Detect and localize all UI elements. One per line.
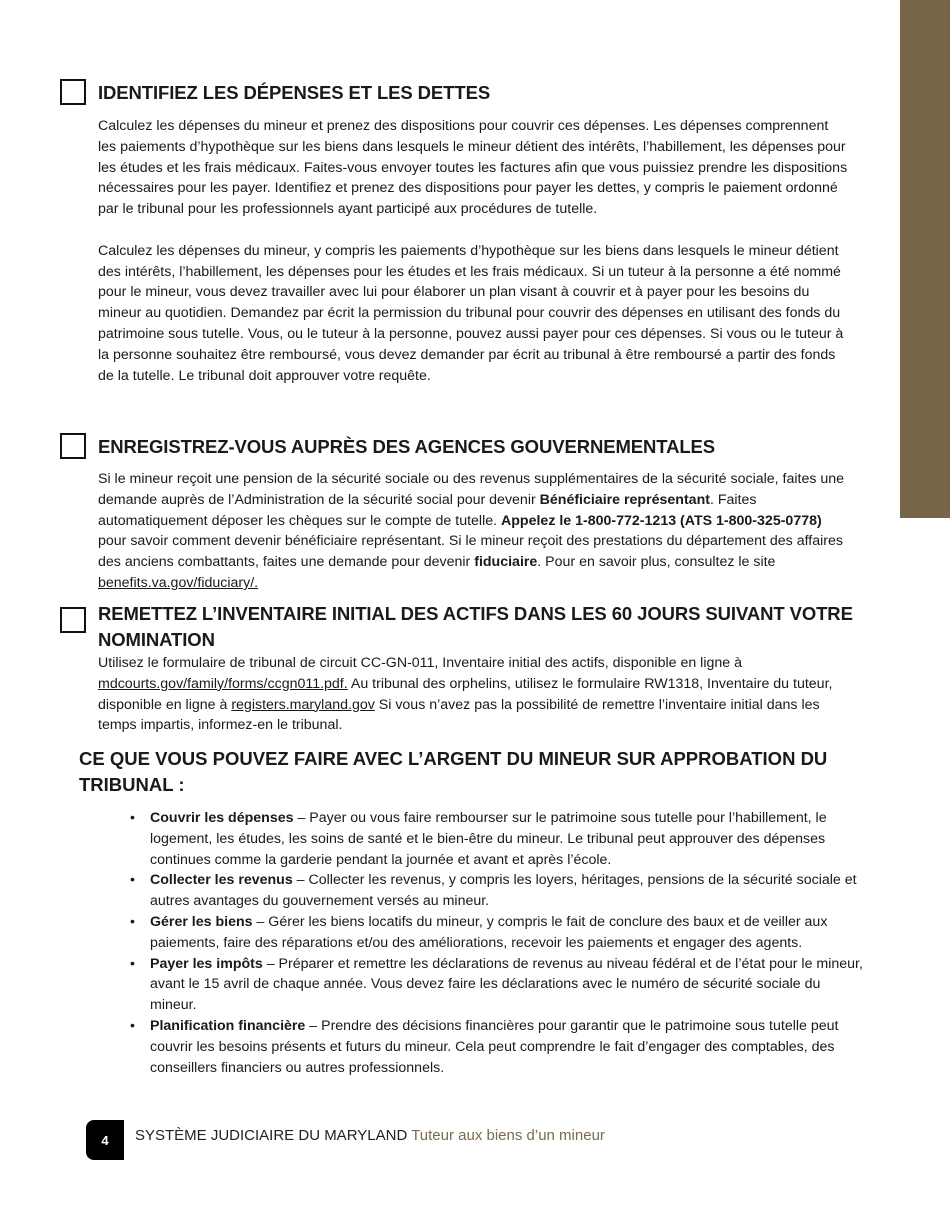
list-item: • Collecter les revenus – Collecter les revenus, y compris les loyers, héritages, pensions de la sécurité sociale et autres avantages du gouvernement versés au mineur. — [130, 872, 857, 910]
paragraph: Si le mineur reçoit une pension de la sécurité sociale ou des revenus supplémentaires de la sécurité sociale, faites une demande auprès de l’Administration de la sécurité social pour devenir Bénéficiaire représentant. Faites automatiquement déposer les chèques sur le compte de tutelle. Appelez le 1-800-772-1213 (ATS 1-800-325-0778) pour savoir comment devenir bénéficiaire représentant. Si le mineur reçoit des prestations du département des affaires des anciens combattants, faites une demande pour devenir fiduciaire. Pour en savoir plus, consultez le site benefits.va.gov/fiduciary/. — [98, 471, 845, 591]
list-item: • Couvrir les dépenses – Payer ou vous faire rembourser sur le patrimoine sous tutelle pour l’habillement, le logement, les études, les soins de santé et le bien-être du mineur. Le tribunal peut approuver des dépenses continues comme la garderie pendant la journée et avant et après l’école. — [130, 810, 827, 868]
link-registers-maryland[interactable]: registers.maryland.gov — [231, 696, 375, 713]
main-heading: CE QUE VOUS POUVEZ FAIRE AVEC L’ARGENT DU MINEUR SUR APPROBATION DU TRIBUNAL : — [79, 748, 828, 795]
checkbox-initial-inventory[interactable] — [60, 607, 86, 633]
bold-term: fiduciaire — [474, 554, 538, 571]
page-number: 4 — [86, 1120, 124, 1160]
bullet-list — [130, 808, 870, 1078]
phone-numbers: Appelez le 1-800-772-1213 (ATS 1-800-325-0778) — [501, 512, 822, 529]
paragraph: Calculez les dépenses du mineur, y compris les paiements d’hypothèque sur les biens dans lesquels le mineur détient des intérêts, l’habillement, les dépenses pour les études et les frais médicaux. Si un tuteur à la personne a été nommé pour le mineur, vous devez travailler avec lui pour élaborer un plan visant à couvrir et à payer pour les besoins du mineur au quotidien. Demandez par écrit la permission du tribunal pour couvrir des dépenses en utilisant des fonds du patrimoine sous tutelle. Vous, ou le tuteur à la personne, pouvez aussi payer pour ces dépenses. Si vous ou le tuteur à la personne souhaitez être remboursé, vous devez demander par écrit au tribunal à être remboursé a partir des fonds de la tutelle. Le tribunal doit approuver votre requête. — [98, 242, 844, 384]
section-heading: REMETTEZ L’INVENTAIRE INITIAL DES ACTIFS DANS LES 60 JOURS SUIVANT VOTRE NOMINATION — [98, 603, 853, 650]
link-benefits-va[interactable]: benefits.va.gov/fiduciary/. — [98, 574, 259, 591]
list-item: • Planification financière – Prendre des décisions financières pour garantir que le patrimoine sous tutelle peut couvrir les besoins présents et futurs du mineur. Cela peut comprendre le fait d’engager des comptables, des conseillers financiers ou autres professionnels. — [130, 1017, 839, 1076]
checkbox-register-agencies[interactable] — [60, 433, 86, 459]
link-ccgn011-form[interactable]: mdcourts.gov/family/forms/ccgn011.pdf. — [98, 675, 348, 692]
list-item: • Payer les impôts – Préparer et remettre les déclarations de revenus au niveau fédéral et de l’état pour le mineur, avant le 15 avril de chaque année. Vous devez faire les déclarations avec le numéro de sécurité sociale du mineur. — [130, 955, 863, 1014]
footer-subtitle: Tuteur aux biens d’un mineur — [411, 1127, 605, 1144]
section-body — [98, 469, 848, 594]
footer-title — [135, 1127, 605, 1144]
side-color-tab — [900, 0, 950, 518]
section-heading: ENREGISTREZ-VOUS AUPRÈS DES AGENCES GOUVERNEMENTALES — [98, 436, 716, 457]
checkbox-expenses-debts[interactable] — [60, 79, 86, 105]
list-item: • Gérer les biens – Gérer les biens locatifs du mineur, y compris le fait de conclure des baux et de veiller aux paiements, faire des réparations et/ou des améliorations, recevoir les paiements et engager des agents. — [130, 913, 828, 951]
footer-org: SYSTÈME JUDICIAIRE DU MARYLAND — [135, 1127, 408, 1144]
bold-term: Bénéficiaire représentant — [539, 491, 710, 508]
paragraph: Utilisez le formulaire de tribunal de circuit CC-GN-011, Inventaire initial des actifs, disponible en ligne à mdcourts.gov/family/forms/ccgn011.pdf. Au tribunal des orphelins, utilisez le formulaire RW1318, Inventaire du tuteur, disponible en ligne à registers.maryland.gov Si vous n’avez pas la possibilité de remettre l’inventaire initial dans les temps impartis, informez-en le tribunal. — [98, 655, 833, 734]
paragraph: Calculez les dépenses du mineur et prenez des dispositions pour couvrir ces dépenses. Les dépenses comprennent les paiements d’hypothèque sur les biens dans lesquels le mineur détient des intérêts, l’habillement, les dépenses pour les études et les frais médicaux. Faites-vous envoyer toutes les factures afin que vous puissiez prendre les dispositions nécessaires pour les payer. Identifiez et prenez des dispositions pour payer les dettes, y compris le paiement ordonné par le tribunal pour les professionnels ayant participé aux procédures de tutelle. — [98, 118, 848, 218]
section-heading: IDENTIFIEZ LES DÉPENSES ET LES DETTES — [98, 82, 491, 103]
section-body — [98, 653, 848, 736]
section-body — [98, 116, 848, 386]
